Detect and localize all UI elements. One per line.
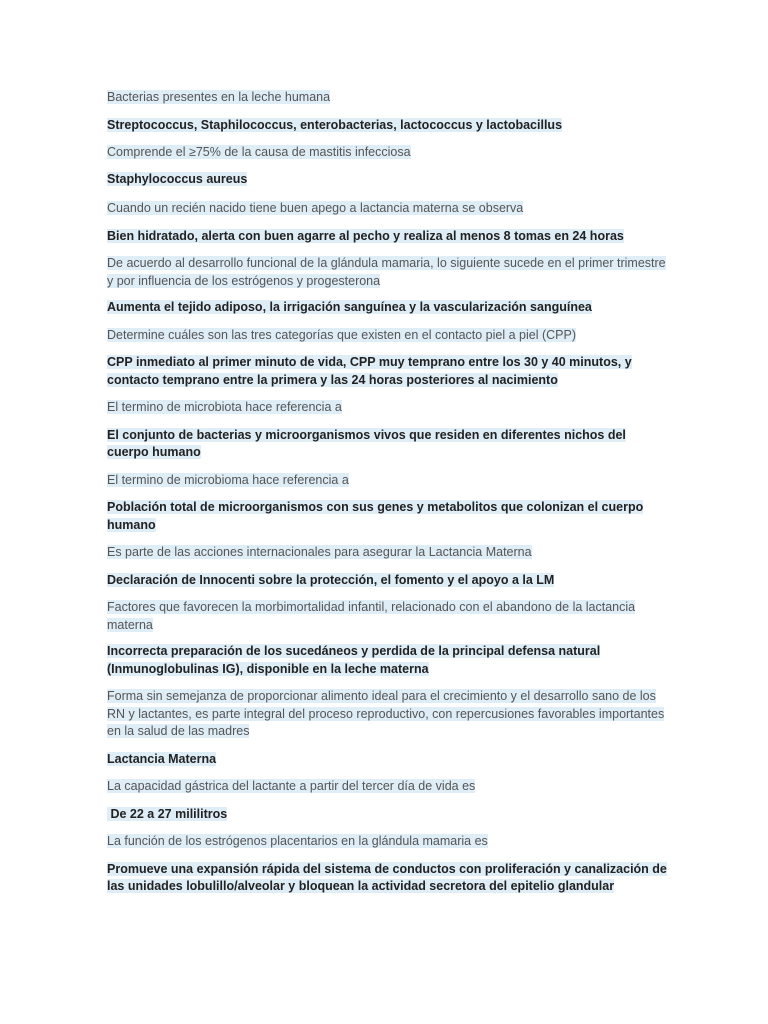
answer-text: Declaración de Innocenti sobre la protección, el fomento y el apoyo a la LM — [107, 572, 555, 587]
qa-entry — [107, 399, 667, 462]
question-text: El termino de microbioma hace referencia a — [107, 472, 349, 487]
qa-entry — [107, 472, 667, 535]
answer-text: El conjunto de bacterias y microorganismos vivos que residen en diferentes nichos del cuerpo humano — [107, 427, 626, 459]
answer-text: Streptococcus, Staphilococcus, enterobacterias, lactococcus y lactobacillus — [107, 117, 563, 132]
question-text: La función de los estrógenos placentarios en la glándula mamaria es — [107, 834, 488, 848]
question-text: Bacterias presentes en la leche humana — [107, 90, 331, 104]
qa-entry — [107, 89, 667, 134]
question-text: Forma sin semejanza de proporcionar alimento ideal para el crecimiento y el desarrollo sano de los RN y lactantes, es parte integral del proceso reproductivo, con repercusiones favorables importantes en la salud de las madres — [107, 689, 665, 738]
question-text: Determine cuáles son las tres categorías que existen en el contacto piel a piel (CPP) — [107, 327, 576, 342]
question-text: Es parte de las acciones internacionales para asegurar la Lactancia Materna — [107, 545, 532, 559]
qa-entry — [107, 255, 667, 317]
qa-entry — [107, 599, 667, 678]
qa-entry — [107, 778, 667, 823]
answer-text: Bien hidratado, alerta con buen agarre al pecho y realiza al menos 8 tomas en 24 horas — [107, 228, 624, 243]
answer-text: Lactancia Materna — [107, 751, 217, 766]
qa-entry — [107, 144, 667, 188]
qa-entry — [107, 688, 667, 768]
answer-text: Incorrecta preparación de los sucedáneos y perdida de la principal defensa natural (Inmunoglobulinas IG), disponible en la leche materna — [107, 644, 601, 676]
qa-entry — [107, 833, 667, 896]
answer-text: Población total de microorganismos con sus genes y metabolitos que colonizan el cuerpo humano — [107, 500, 644, 532]
question-text: El termino de microbiota hace referencia a — [107, 400, 342, 414]
qa-entry — [107, 327, 667, 390]
qa-entry — [107, 200, 667, 245]
answer-text: CPP inmediato al primer minuto de vida, CPP muy temprano entre los 30 y 40 minutos, y contacto temprano entre la primera y las 24 horas posteriores al nacimiento — [107, 355, 632, 387]
question-text: Cuando un recién nacido tiene buen apego a lactancia materna se observa — [107, 201, 524, 215]
document-page — [107, 89, 667, 896]
answer-text: Promueve una expansión rápida del sistema de conductos con proliferación y canalización de las unidades lobulillo/alveolar y bloquean la actividad secretora del epitelio glandular — [107, 861, 667, 893]
question-text: La capacidad gástrica del lactante a partir del tercer día de vida es — [107, 779, 476, 793]
qa-list — [107, 89, 667, 896]
answer-text: De 22 a 27 mililitros — [107, 806, 228, 821]
answer-text: Aumenta el tejido adiposo, la irrigación sanguínea y la vascularización sanguínea — [107, 300, 592, 314]
question-text: Comprende el ≥75% de la causa de mastitis infecciosa — [107, 145, 411, 159]
qa-entry — [107, 544, 667, 589]
question-text: Factores que favorecen la morbimortalidad infantil, relacionado con el abandono de la lactancia materna — [107, 600, 636, 632]
question-text: De acuerdo al desarrollo funcional de la glándula mamaria, lo siguiente sucede en el primer trimestre y por influencia de los estrógenos y progesterona — [107, 256, 666, 288]
answer-text: Staphylococcus aureus — [107, 171, 248, 186]
